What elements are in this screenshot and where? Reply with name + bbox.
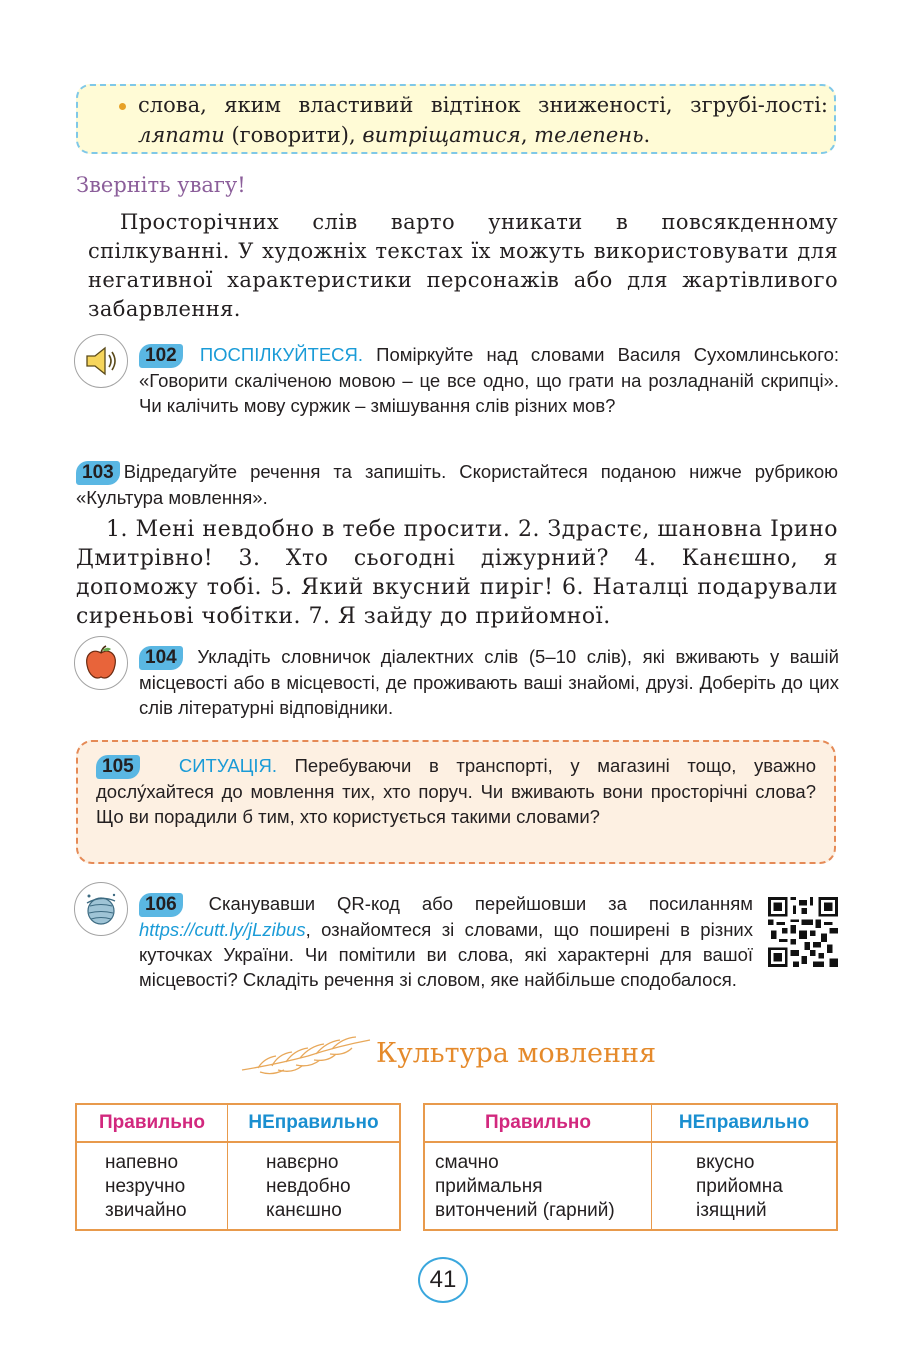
task-number: 105 (96, 755, 140, 779)
task-number: 106 (139, 893, 183, 917)
note-text: слова, яким властивий відтінок зниженості, згрубі-лості: ляпати (говорити), витріщатися, телепень. (138, 93, 828, 147)
task-105: 105 СИТУАЦІЯ. Перебуваючи в транспорті, у магазині тощо, уважно дослу́хайтеся до мовлення тих, хто поруч. Чи вживають вони просторічні слова? Що ви порадили б тим, хто користується такими словами? (96, 755, 817, 827)
table-cell: смачно приймальня витончений (гарний) (435, 1152, 615, 1221)
task-106: 106 Сканувавши QR-код або перейшовши за посиланням https://cutt.ly/jLzibus, ознайомтеся зі словами, що поширені в різних куточках України. Чи помітили ви слова, які характерні для вашої місцевості? Складіть речення зі словом, яке найбільше сподобалося. (139, 893, 753, 990)
page-number: 41 (418, 1257, 468, 1303)
attention-text: Просторічних слів варто уникати в повсякденному спілкуванні. У художніх текстах їх можуть використовувати для негативної характеристики персонажів або для жартівливого забарвлення. (88, 210, 838, 321)
task-104: 104 Укладіть словничок діалектних слів (5–10 слів), які вживають у вашій місцевості або в місцевості, де проживають ваші знайомі, друзі. Доберіть до цих слів літературні відповідники. (139, 646, 840, 718)
table-cell: вкусно прийомна ізящний (652, 1142, 838, 1230)
table-cell: навєрно невдобно канєшно (228, 1142, 401, 1230)
bullet-dot (119, 103, 126, 110)
culture-title: Культура мовлення (376, 1038, 657, 1069)
task-link[interactable]: https://cutt.ly/jLzibus (139, 919, 306, 940)
table-header: НЕправильно (652, 1104, 838, 1142)
culture-table-2 (423, 1103, 838, 1231)
feather-ornament-icon (238, 1030, 374, 1082)
apple-icon (74, 636, 128, 690)
task-heading: ПОСПІЛКУЙТЕСЯ. (199, 344, 364, 365)
table-header: Правильно (76, 1104, 228, 1142)
globe-icon (74, 882, 128, 936)
task-heading: СИТУАЦІЯ. (178, 755, 278, 776)
task-number: 102 (139, 344, 183, 368)
qr-code-icon[interactable] (768, 897, 838, 967)
task-103: 103 Відредагуйте речення та запишіть. Скористайтеся поданою нижче рубрикою «Культура мовлення». (76, 461, 838, 508)
task-102: 102 ПОСПІЛКУЙТЕСЯ. Поміркуйте над словами Василя Сухомлинського: «Говорити скаліченою мовою – це все одно, що грати на розладнаній скрипці». Чи калічить мову суржик – змішування слів різних мов? (139, 344, 839, 416)
task-number: 104 (139, 646, 183, 670)
speaker-icon (74, 334, 128, 388)
table-header: Правильно (424, 1104, 652, 1142)
culture-table-1 (75, 1103, 401, 1231)
attention-heading: Зверніть увагу! (76, 173, 246, 197)
table-header: НЕправильно (228, 1104, 401, 1142)
table-cell: напевно незручно звичайно (105, 1152, 187, 1221)
sentences-text: 1. Мені невдобно в тебе просити. 2. Здрастє, шановна Ірино Дмитрівно! 3. Хто сьогодні діжурний? 4. Канєшно, я допоможу тобі. 5. Який вкусний пиріг! 6. Наталці подарували сиреньові чобітки. 7. Я зайду до прийомної. (76, 517, 838, 629)
task-number: 103 (76, 461, 120, 485)
